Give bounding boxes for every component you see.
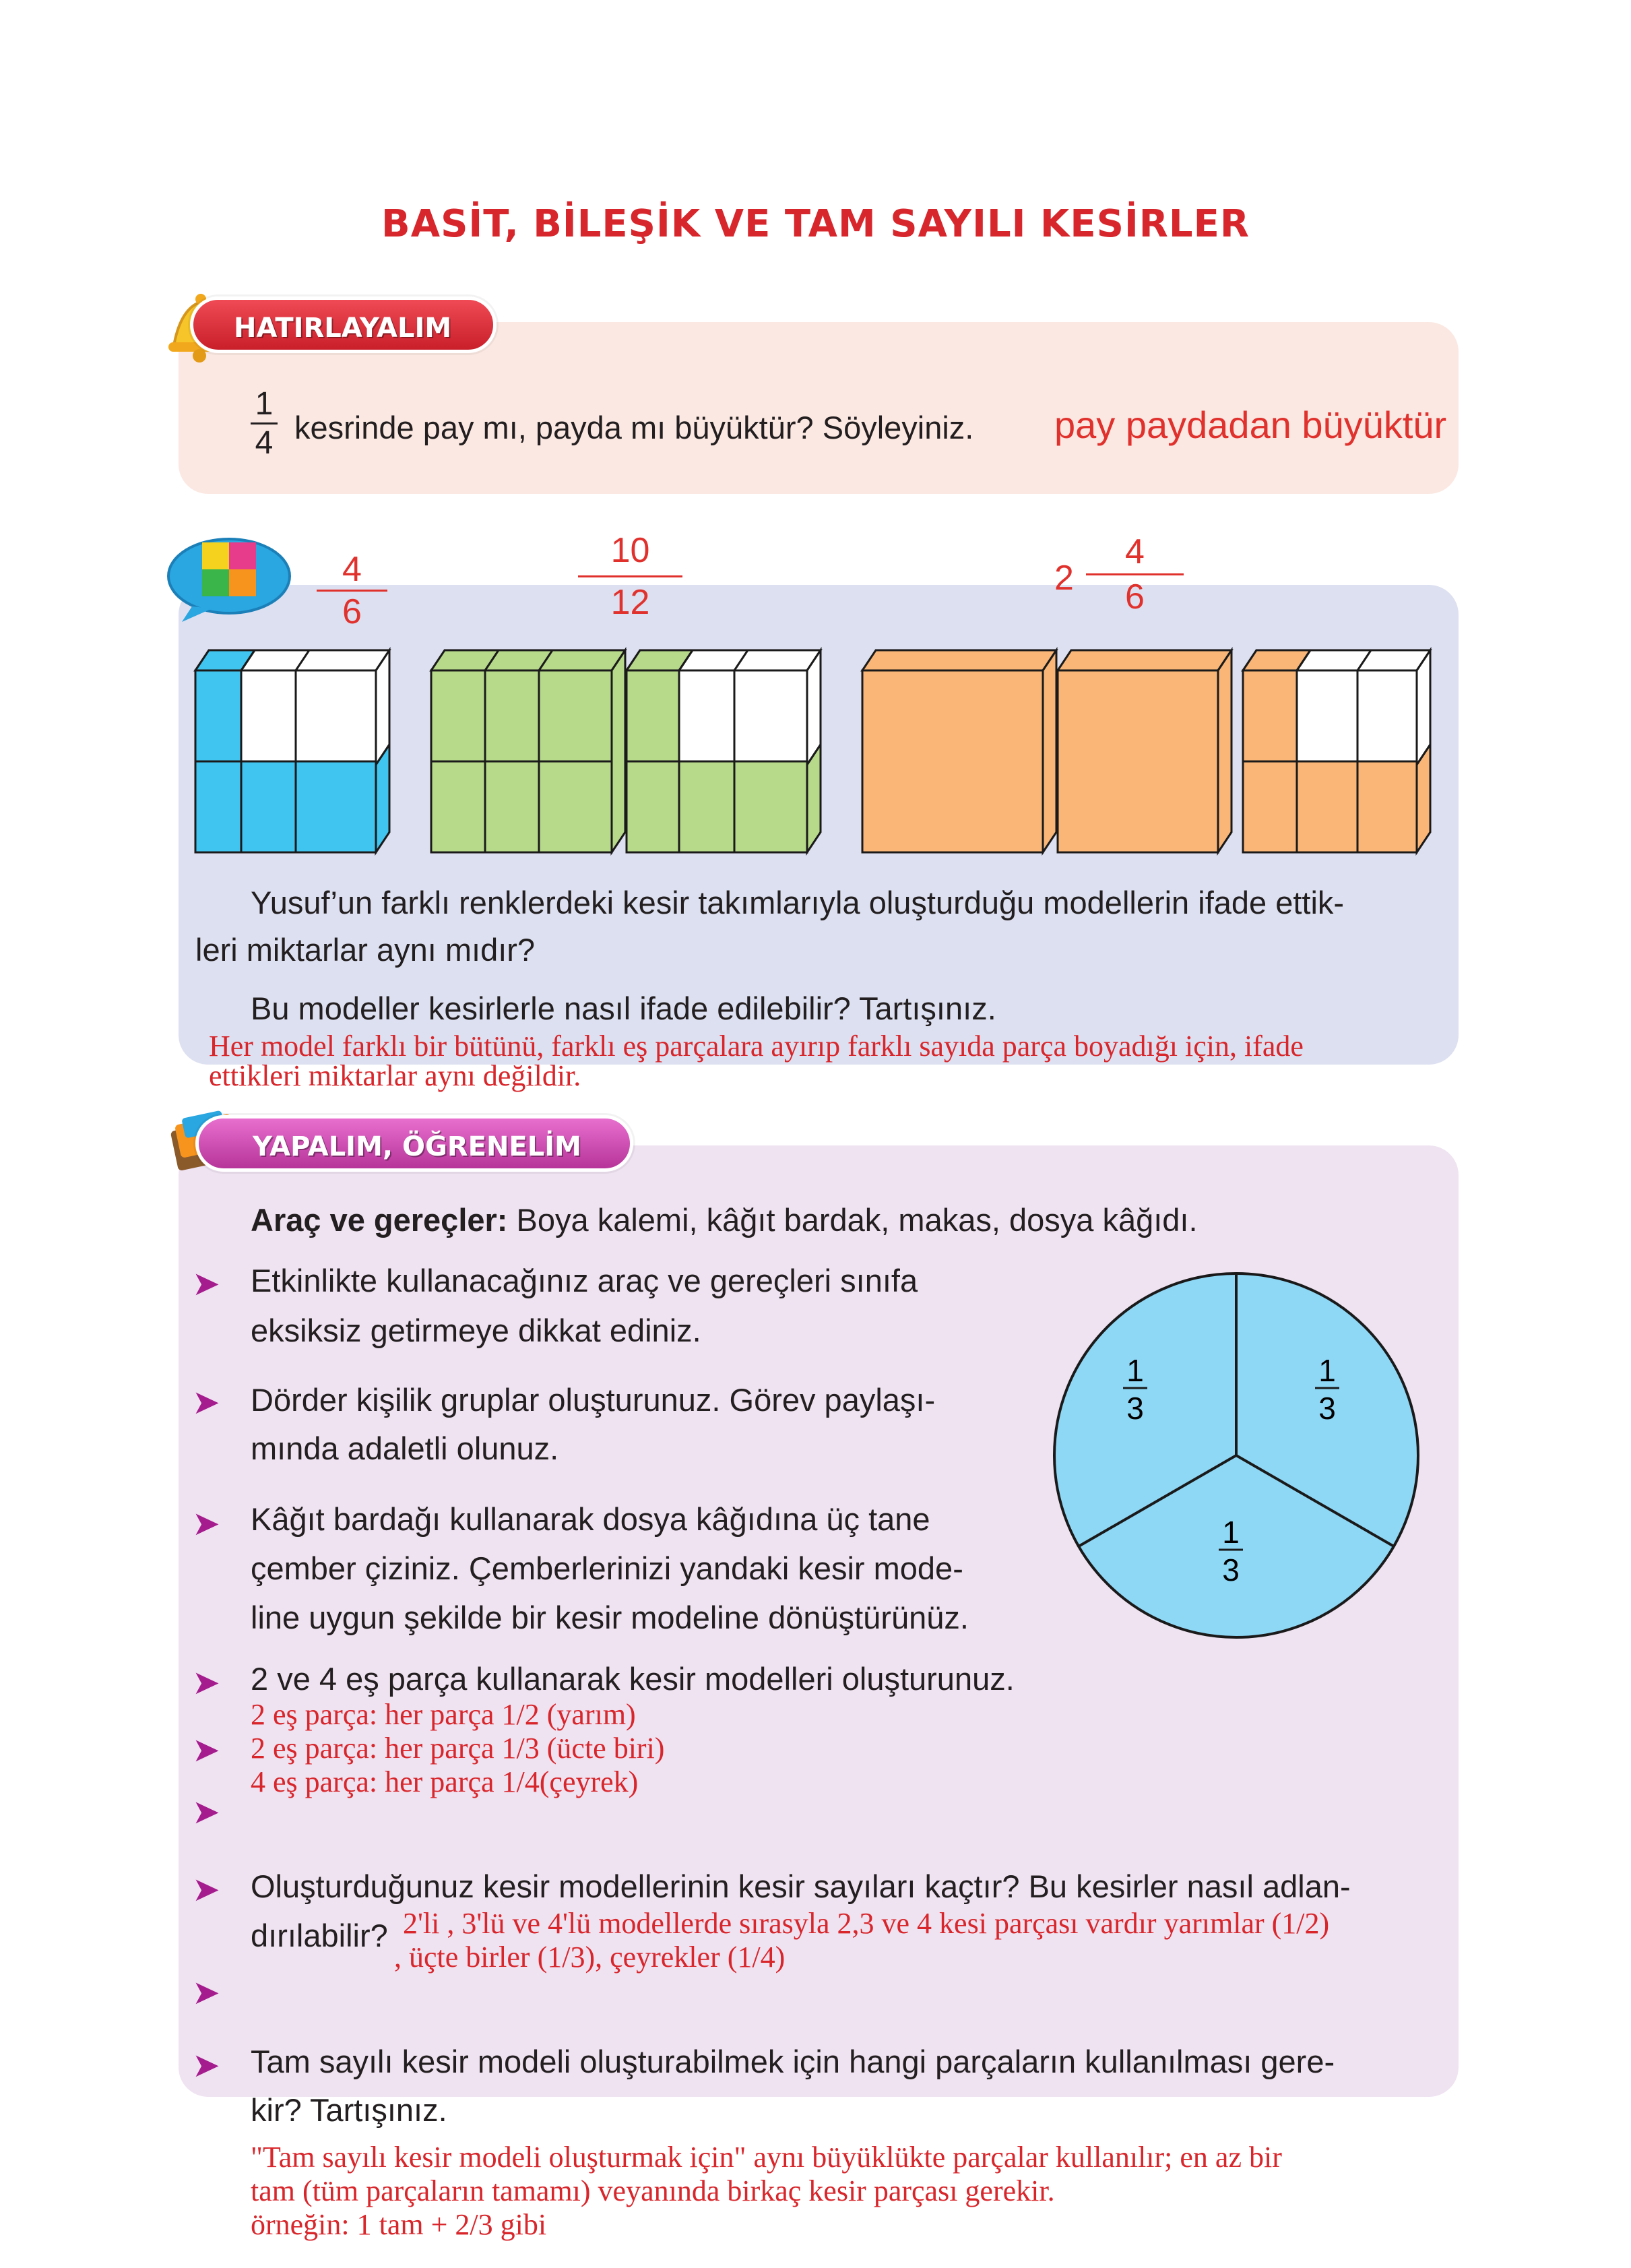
- parts-answer-1: 2 eş parça: her parça 1/2 (yarım): [251, 1698, 636, 1731]
- models-paragraph-line1: Yusuf’un farklı renklerdeki kesir takımlarıyla oluşturduğu modellerin ifade ettik-: [251, 885, 1345, 920]
- activity-banner: YAPALIM, ÖĞRENELİM: [195, 1115, 633, 1172]
- remember-question: kesrinde pay mı, payda mı büyüktür? Söyleyiniz.: [294, 410, 974, 445]
- blue-model-4-6: [195, 650, 389, 852]
- bullet-arrow-icon: ➤: [192, 1731, 220, 1769]
- bullet-arrow-icon: ➤: [192, 1793, 220, 1831]
- item5-line1: Oluşturduğunuz kesir modellerinin kesir sayıları kaçtır? Bu kesirler nasıl adlan-: [251, 1868, 1351, 1904]
- fraction-blocks: [189, 643, 1448, 859]
- models-paragraph-line2: leri miktarlar aynı mıdır?: [195, 932, 536, 968]
- final-answer-line1: "Tam sayılı kesir modeli oluşturmak için" aynı büyüklükte parçalar kullanılır; en az bir: [251, 2141, 1282, 2174]
- item3-line2: çember çiziniz. Çemberlerinizi yandaki kesir mode-: [251, 1550, 963, 1586]
- green-model-10-12: [431, 650, 821, 852]
- models-answer-line1: Her model farklı bir bütünü, farklı eş parçalara ayırıp farklı sayıda parça boyadığı için, ifade: [209, 1030, 1304, 1063]
- svg-text:1: 1: [1126, 1353, 1144, 1388]
- label-bar: [317, 590, 387, 592]
- svg-text:1: 1: [1222, 1515, 1240, 1550]
- model-label-orange: [1086, 530, 1184, 619]
- label-denominator: 12: [610, 583, 650, 622]
- svg-text:1: 1: [1318, 1353, 1336, 1388]
- puzzle-icon: [165, 522, 313, 623]
- item5-answer-line1: 2'li , 3'lü ve 4'lü modellerde sırasyla 2,3 ve 4 kesi parçası vardır yarımlar (1/2): [403, 1907, 1330, 1940]
- parts-answer-3: 4 eş parça: her parça 1/4(çeyrek): [251, 1765, 639, 1798]
- page-title: BASİT, BİLEŞİK VE TAM SAYILI KESİRLER: [381, 202, 1250, 246]
- label-denominator: 6: [342, 592, 362, 631]
- models-paragraph2: Bu modeller kesirlerle nasıl ifade edilebilir? Tartışınız.: [251, 990, 996, 1026]
- bullet-arrow-icon: ➤: [192, 1974, 220, 2011]
- fraction-one-quarter: [251, 385, 278, 462]
- tools-text: Boya kalemi, kâğıt bardak, makas, dosya kâğıdı.: [507, 1202, 1198, 1238]
- model-label-whole: 2: [1054, 559, 1074, 598]
- item2-line1: Dörder kişilik gruplar oluşturunuz. Görev paylaşı-: [251, 1382, 936, 1418]
- circle-thirds-model: [1041, 1260, 1432, 1651]
- label-bar: [578, 575, 682, 577]
- models-answer-line2: ettikleri miktarlar aynı değildir.: [209, 1059, 581, 1092]
- model-label-green: [578, 526, 682, 627]
- item4-line1: 2 ve 4 eş parça kullanarak kesir modelleri oluşturunuz.: [251, 1661, 1015, 1697]
- bullet-arrow-icon: ➤: [192, 1664, 220, 1701]
- model-label-blue: [317, 549, 387, 632]
- item6-line1: Tam sayılı kesir modeli oluşturabilmek için hangi parçaların kullanılması gere-: [251, 2044, 1335, 2079]
- bullet-arrow-icon: ➤: [192, 2046, 220, 2084]
- remember-answer: pay paydadan büyüktür: [1054, 404, 1447, 446]
- item3-line1: Kâğıt bardağı kullanarak dosya kâğıdına üç tane: [251, 1501, 930, 1537]
- tools-label: Araç ve gereçler:: [251, 1202, 508, 1238]
- final-answer-line3: örneğin: 1 tam + 2/3 gibi: [251, 2208, 547, 2241]
- orange-model-2-4-6: [862, 650, 1430, 852]
- bullet-arrow-icon: ➤: [192, 1383, 220, 1421]
- bullet-arrow-icon: ➤: [192, 1265, 220, 1302]
- label-bar: [1086, 573, 1184, 575]
- fraction-bar: [251, 422, 278, 424]
- tools-line: [251, 1197, 1198, 1244]
- svg-text:3: 3: [1318, 1391, 1336, 1426]
- label-numerator: 4: [342, 550, 362, 589]
- remember-banner: HATIRLAYALIM: [190, 296, 497, 353]
- svg-text:3: 3: [1222, 1552, 1240, 1587]
- fraction-numerator: 1: [255, 386, 274, 422]
- item1-line1: Etkinlikte kullanacağınız araç ve gereçleri sınıfa: [251, 1263, 918, 1298]
- item1-line2: eksiksiz getirmeye dikkat ediniz.: [251, 1313, 701, 1348]
- label-numerator: 10: [610, 531, 650, 570]
- parts-answer-2: 2 eş parça: her parça 1/3 (ücte biri): [251, 1732, 665, 1765]
- final-answer-line2: tam (tüm parçaların tamamı) veyanında birkaç kesir parçası gerekir.: [251, 2174, 1055, 2207]
- label-numerator: 4: [1125, 532, 1145, 571]
- fraction-denominator: 4: [255, 425, 274, 461]
- bullet-arrow-icon: ➤: [192, 1505, 220, 1542]
- item3-line3: line uygun şekilde bir kesir modeline dönüştürünüz.: [251, 1600, 969, 1635]
- bullet-arrow-icon: ➤: [192, 1870, 220, 1908]
- item5-answer-line2: , üçte birler (1/3), çeyrekler (1/4): [394, 1941, 786, 1974]
- item2-line2: mında adaletli olunuz.: [251, 1430, 559, 1466]
- label-denominator: 6: [1125, 577, 1145, 617]
- item6-line2: kir? Tartışınız.: [251, 2092, 447, 2128]
- svg-text:3: 3: [1126, 1391, 1144, 1426]
- item5-line2: dırılabilir?: [251, 1918, 388, 1953]
